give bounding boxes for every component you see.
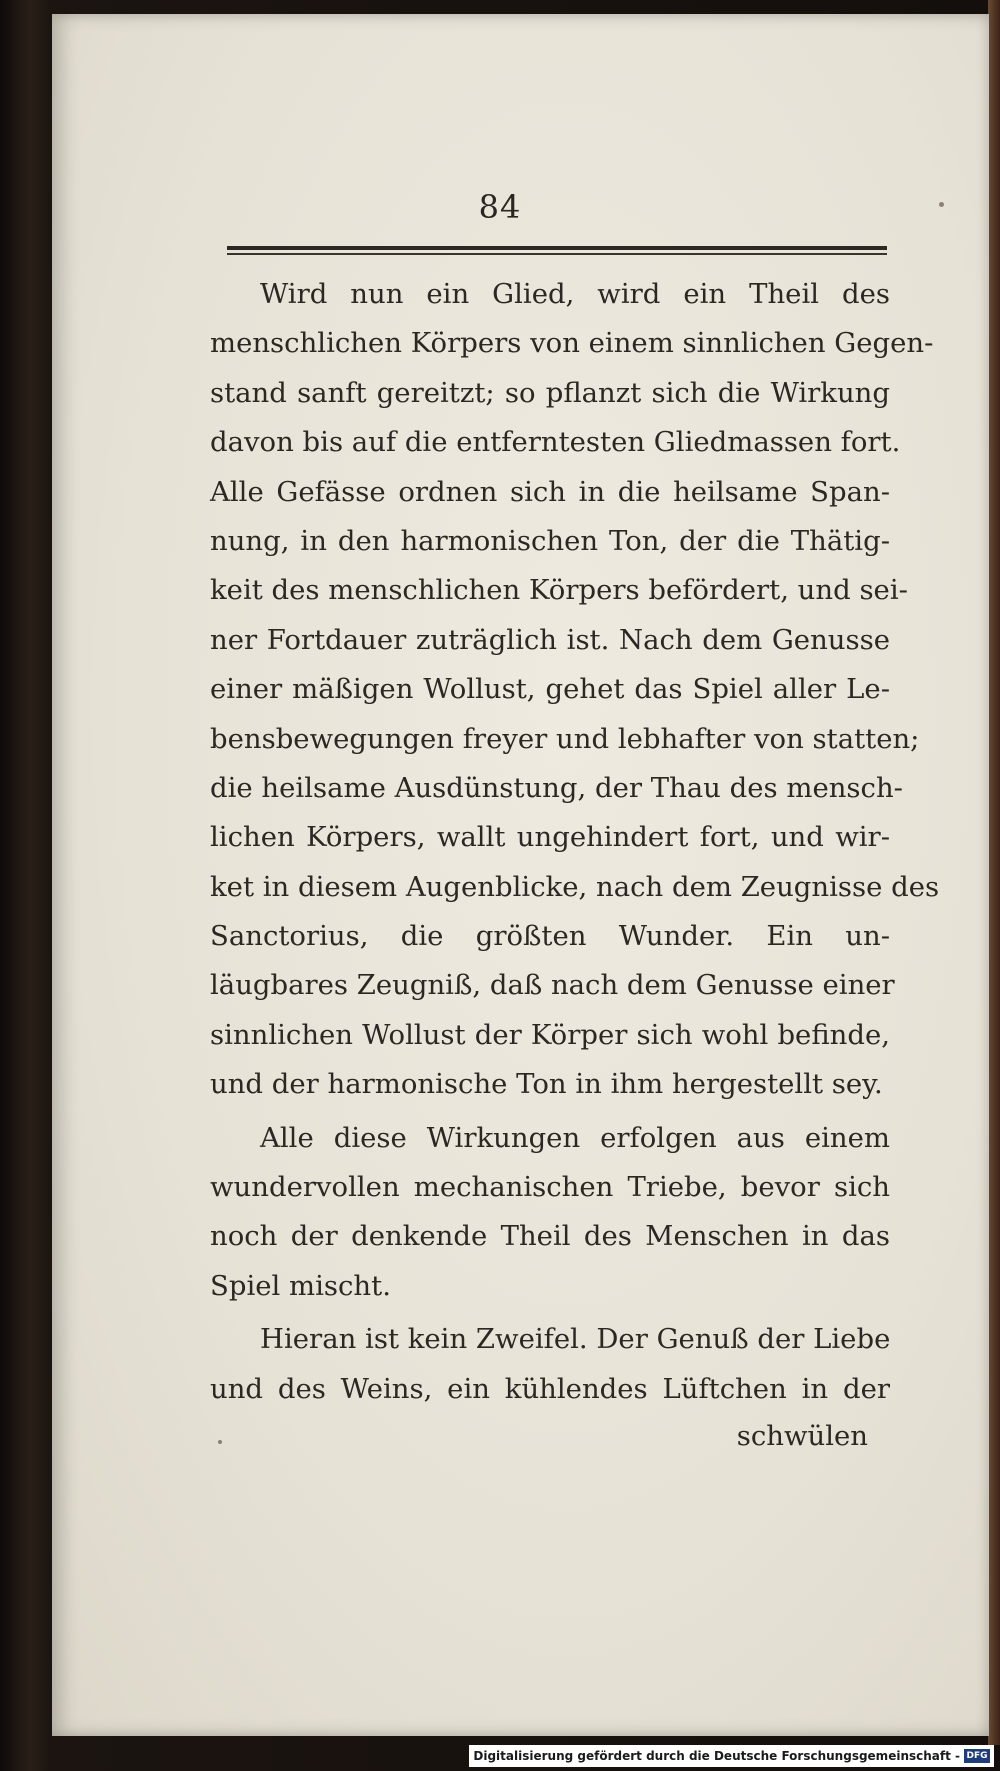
text-line: menschlichen Körpers von einem sinnlichen Gegen- bbox=[210, 327, 934, 360]
text-line: bensbewegungen freyer und lebhafter von statten; bbox=[210, 722, 920, 755]
text-line: Alle diese Wirkungen erfolgen aus einem bbox=[260, 1121, 890, 1154]
header-rule-thin bbox=[227, 253, 887, 255]
text-line: davon bis auf die entferntesten Gliedmassen fort. bbox=[210, 426, 901, 459]
header-rule bbox=[227, 246, 887, 256]
credit-text: Digitalisierung gefördert durch die Deutsche Forschungsgemeinschaft - bbox=[473, 1749, 960, 1763]
text-line: und des Weins, ein kühlendes Lüftchen in der bbox=[210, 1372, 890, 1405]
text-line: und der harmonische Ton in ihm hergestellt sey. bbox=[210, 1068, 883, 1101]
text-line: einer mäßigen Wollust, gehet das Spiel aller Le- bbox=[210, 673, 890, 706]
paper-speck bbox=[218, 1440, 222, 1444]
text-line: läugbares Zeugniß, daß nach dem Genusse einer bbox=[210, 969, 895, 1002]
text-line: Sanctorius, die größten Wunder. Ein un- bbox=[210, 920, 890, 953]
text-line: Spiel mischt. bbox=[210, 1269, 391, 1302]
book-board-edge bbox=[988, 0, 1000, 1745]
text-line: stand sanft gereitzt; so pflanzt sich die Wirkung bbox=[210, 376, 890, 409]
text-line: Alle Gefässe ordnen sich in die heilsame Span- bbox=[210, 475, 890, 508]
text-line: sinnlichen Wollust der Körper sich wohl befinde, bbox=[210, 1018, 890, 1051]
digitization-credit bbox=[469, 1745, 994, 1767]
text-line: keit des menschlichen Körpers befördert, und sei- bbox=[210, 574, 908, 607]
paper-speck bbox=[939, 202, 944, 207]
page-number: 84 bbox=[478, 188, 522, 226]
text-line: Wird nun ein Glied, wird ein Theil des bbox=[260, 278, 890, 310]
text-line: noch der denkende Theil des Menschen in das bbox=[210, 1220, 890, 1253]
text-line: ner Fortdauer zuträglich ist. Nach dem Genusse bbox=[210, 623, 890, 656]
text-line: wundervollen mechanischen Triebe, bevor sich bbox=[210, 1171, 890, 1204]
text-line: lichen Körpers, wallt ungehindert fort, und wir- bbox=[210, 821, 890, 854]
text-line: nung, in den harmonischen Ton, der die Thätig- bbox=[210, 524, 890, 557]
text-line: die heilsame Ausdünstung, der Thau des mensch- bbox=[210, 771, 903, 804]
dfg-logo-icon: DFG bbox=[964, 1749, 990, 1763]
body-text bbox=[210, 270, 940, 1414]
header-rule-thick bbox=[227, 246, 887, 250]
catchword: schwülen bbox=[736, 1420, 868, 1452]
text-line: ket in diesem Augenblicke, nach dem Zeugnisse des bbox=[210, 870, 940, 903]
text-line: Hieran ist kein Zweifel. Der Genuß der Liebe bbox=[260, 1323, 891, 1356]
